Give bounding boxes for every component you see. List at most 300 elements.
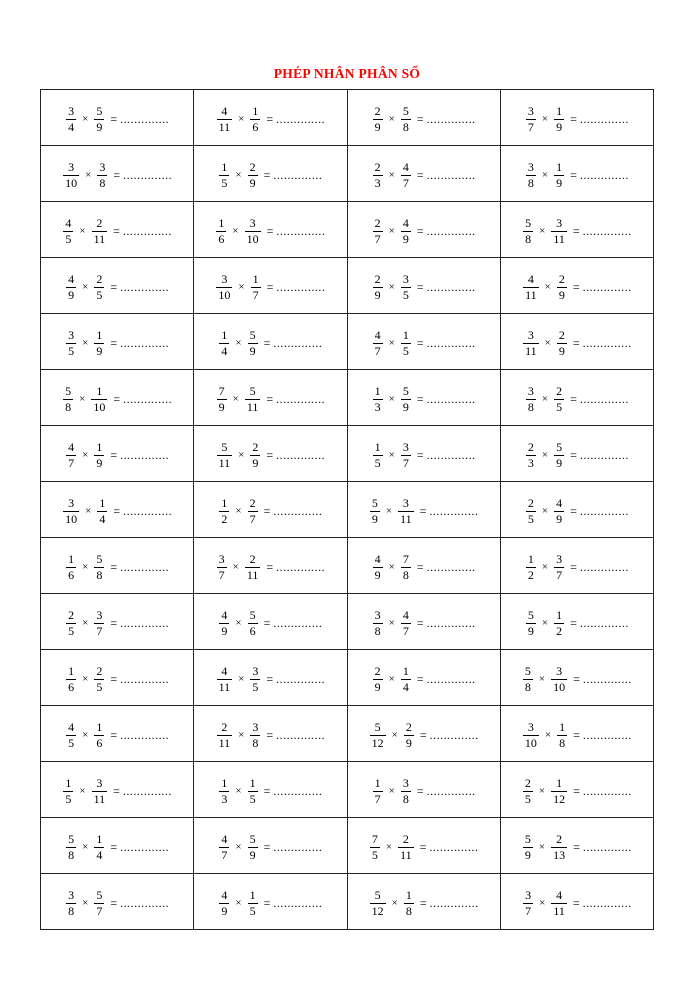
numerator: 3 — [68, 159, 75, 174]
fraction-second — [551, 217, 567, 245]
answer-blank[interactable]: .............. — [582, 840, 632, 854]
answer-blank[interactable]: .............. — [426, 280, 476, 294]
denominator: 5 — [68, 623, 75, 638]
exercise-cell — [500, 594, 653, 650]
exercise-cell — [41, 538, 194, 594]
equals-sign: = — [113, 504, 121, 518]
multiplication-expression — [369, 889, 479, 917]
equals-sign: = — [266, 672, 274, 686]
answer-blank[interactable]: .............. — [426, 392, 476, 406]
numerator: 5 — [371, 495, 378, 510]
numerator: 3 — [249, 215, 256, 230]
fraction-second — [248, 889, 258, 917]
equals-sign: = — [113, 784, 120, 798]
fraction-second — [401, 217, 411, 245]
page-title: PHÉP NHÂN PHÂN SỐ — [273, 66, 421, 81]
denominator: 7 — [252, 287, 259, 302]
answer-blank[interactable]: .............. — [273, 896, 323, 910]
numerator: 4 — [374, 327, 381, 342]
equals-sign: = — [263, 616, 271, 630]
numerator: 5 — [249, 607, 256, 622]
fraction-second — [94, 273, 104, 301]
fraction-first — [63, 777, 73, 805]
multiplication-expression — [65, 609, 169, 637]
numerator: 3 — [96, 607, 103, 622]
fraction-first — [526, 441, 536, 469]
multiply-operator: × — [388, 224, 395, 237]
answer-blank[interactable]: .............. — [120, 672, 170, 686]
denominator: 7 — [402, 175, 409, 190]
fraction-second — [251, 273, 261, 301]
equals-sign: = — [572, 896, 580, 910]
numerator: 2 — [249, 551, 256, 566]
fraction-second — [554, 553, 564, 581]
fraction-second — [557, 273, 567, 301]
denominator: 8 — [527, 175, 534, 190]
answer-blank[interactable]: .............. — [429, 840, 479, 854]
multiply-operator: × — [82, 616, 89, 629]
fraction-second — [401, 609, 411, 637]
answer-blank[interactable]: .............. — [429, 504, 479, 518]
fraction-first — [523, 833, 533, 861]
equals-sign: = — [110, 616, 118, 630]
denominator: 5 — [221, 175, 228, 190]
equals-sign: = — [110, 560, 118, 574]
multiply-operator: × — [541, 392, 549, 405]
answer-blank[interactable]: .............. — [426, 224, 476, 238]
exercise-cell — [41, 874, 194, 930]
fraction-first — [217, 385, 227, 413]
multiplication-expression — [62, 161, 172, 189]
denominator: 2 — [527, 567, 534, 582]
multiply-operator: × — [544, 280, 551, 293]
exercise-cell — [41, 706, 194, 762]
answer-blank[interactable]: .............. — [276, 280, 326, 294]
equals-sign: = — [419, 840, 427, 854]
equals-sign: = — [263, 336, 271, 350]
numerator: 7 — [218, 383, 225, 398]
answer-blank[interactable]: .............. — [276, 560, 326, 574]
multiply-operator: × — [544, 336, 551, 349]
answer-blank[interactable]: .............. — [429, 728, 479, 742]
denominator: 7 — [96, 623, 103, 638]
denominator: 10 — [65, 175, 78, 190]
numerator: 3 — [525, 887, 532, 902]
fraction-first — [216, 217, 226, 245]
multiply-operator: × — [79, 392, 86, 405]
multiplication-expression — [215, 217, 325, 245]
numerator: 2 — [374, 103, 381, 118]
multiplication-expression — [216, 441, 326, 469]
denominator: 10 — [246, 231, 259, 246]
numerator: 1 — [96, 327, 103, 342]
multiplication-expression — [215, 273, 325, 301]
denominator: 8 — [527, 399, 534, 414]
multiplication-expression — [218, 833, 322, 861]
multiplication-expression — [372, 105, 476, 133]
denominator: 7 — [374, 791, 381, 806]
answer-blank[interactable]: .............. — [426, 336, 476, 350]
denominator: 13 — [553, 847, 566, 862]
numerator: 4 — [402, 607, 409, 622]
multiplication-expression — [369, 833, 479, 861]
fraction-second — [404, 889, 414, 917]
numerator: 5 — [524, 663, 531, 678]
answer-blank[interactable]: .............. — [120, 616, 170, 630]
exercise-cell — [41, 762, 194, 818]
denominator: 9 — [374, 119, 381, 134]
multiply-operator: × — [391, 896, 398, 909]
multiplication-expression — [372, 777, 476, 805]
numerator: 4 — [556, 887, 563, 902]
fraction-second — [97, 161, 107, 189]
fraction-second — [248, 609, 258, 637]
multiply-operator: × — [388, 616, 395, 629]
denominator: 5 — [524, 791, 531, 806]
multiplication-expression — [62, 217, 172, 245]
answer-blank[interactable]: .............. — [123, 392, 173, 406]
answer-blank[interactable]: .............. — [579, 504, 629, 518]
multiplication-expression — [218, 497, 322, 525]
fraction-second — [94, 329, 104, 357]
numerator: 3 — [556, 551, 563, 566]
numerator: 2 — [524, 775, 531, 790]
multiplication-expression — [522, 721, 632, 749]
denominator: 7 — [402, 455, 409, 470]
denominator: 10 — [218, 287, 231, 302]
fraction-first — [219, 833, 229, 861]
fraction-second — [401, 553, 411, 581]
numerator: 1 — [527, 551, 534, 566]
answer-blank[interactable]: .............. — [276, 392, 326, 406]
equals-sign: = — [570, 616, 577, 630]
equals-sign: = — [573, 728, 580, 742]
answer-blank[interactable]: .............. — [120, 840, 170, 854]
equals-sign: = — [263, 784, 271, 798]
fraction-second — [551, 777, 567, 805]
multiplication-expression — [525, 497, 629, 525]
table-row — [41, 594, 654, 650]
fraction-second — [401, 777, 411, 805]
numerator: 1 — [221, 775, 228, 790]
numerator: 3 — [556, 215, 563, 230]
table-row — [41, 370, 654, 426]
multiply-operator: × — [82, 336, 89, 349]
denominator: 11 — [525, 343, 537, 358]
answer-blank[interactable]: .............. — [120, 896, 170, 910]
denominator: 6 — [252, 119, 259, 134]
equals-sign: = — [266, 280, 274, 294]
denominator: 9 — [405, 735, 412, 750]
answer-blank[interactable]: .............. — [273, 504, 323, 518]
exercise-cell — [347, 818, 500, 874]
equals-sign: = — [572, 280, 580, 294]
fraction-first — [217, 721, 233, 749]
multiplication-expression — [522, 665, 632, 693]
denominator: 8 — [68, 847, 75, 862]
answer-blank[interactable]: .............. — [122, 784, 172, 798]
exercise-cell — [500, 426, 653, 482]
fraction-second — [554, 497, 564, 525]
multiply-operator: × — [235, 504, 242, 517]
multiply-operator: × — [82, 728, 89, 741]
answer-blank[interactable]: .............. — [276, 112, 326, 126]
answer-blank[interactable]: .............. — [273, 336, 323, 350]
numerator: 1 — [252, 271, 259, 286]
multiply-operator: × — [388, 448, 395, 461]
table-row — [41, 650, 654, 706]
multiply-operator: × — [235, 336, 242, 349]
multiplication-expression — [369, 497, 479, 525]
multiplication-expression — [62, 497, 172, 525]
answer-blank[interactable]: .............. — [120, 728, 170, 742]
multiply-operator: × — [82, 560, 89, 573]
answer-blank[interactable]: .............. — [426, 672, 476, 686]
multiply-operator: × — [385, 504, 393, 517]
numerator: 1 — [374, 439, 381, 454]
numerator: 2 — [402, 831, 409, 846]
fraction-first — [373, 105, 383, 133]
equals-sign: = — [113, 168, 121, 182]
exercise-cell — [194, 538, 347, 594]
numerator: 2 — [374, 215, 381, 230]
numerator: 1 — [374, 383, 381, 398]
multiplication-expression — [216, 105, 326, 133]
equals-sign: = — [266, 224, 274, 238]
multiplication-expression — [525, 105, 629, 133]
multiply-operator: × — [82, 112, 89, 125]
multiplication-expression — [65, 889, 169, 917]
multiply-operator: × — [235, 616, 242, 629]
equals-sign: = — [419, 504, 427, 518]
denominator: 3 — [374, 175, 381, 190]
equals-sign: = — [573, 672, 580, 686]
denominator: 10 — [553, 679, 566, 694]
equals-sign: = — [263, 840, 271, 854]
answer-blank[interactable]: .............. — [273, 168, 323, 182]
multiplication-expression — [372, 329, 476, 357]
denominator: 11 — [218, 119, 231, 134]
exercise-cell — [41, 90, 194, 146]
equals-sign: = — [572, 224, 580, 238]
equals-sign: = — [266, 392, 274, 406]
equals-sign: = — [263, 504, 271, 518]
numerator: 4 — [221, 831, 228, 846]
numerator: 1 — [556, 607, 563, 622]
numerator: 5 — [68, 831, 75, 846]
fraction-second — [401, 665, 411, 693]
answer-blank[interactable]: .............. — [273, 784, 323, 798]
denominator: 5 — [374, 455, 381, 470]
numerator: 5 — [96, 887, 103, 902]
multiplication-expression — [525, 441, 629, 469]
multiply-operator: × — [385, 840, 393, 853]
numerator: 1 — [249, 887, 256, 902]
answer-blank[interactable]: .............. — [120, 560, 170, 574]
answer-blank[interactable]: .............. — [582, 784, 632, 798]
answer-blank[interactable]: .............. — [276, 672, 326, 686]
answer-blank[interactable]: .............. — [582, 896, 632, 910]
denominator: 12 — [371, 735, 384, 750]
fraction-first — [373, 777, 383, 805]
multiply-operator: × — [232, 392, 239, 405]
fraction-first — [370, 889, 386, 917]
denominator: 8 — [252, 735, 259, 750]
denominator: 9 — [556, 175, 563, 190]
answer-blank[interactable]: .............. — [123, 504, 173, 518]
answer-blank[interactable]: .............. — [579, 616, 629, 630]
multiplication-expression — [522, 329, 632, 357]
exercise-cell — [500, 874, 653, 930]
exercise-cell — [194, 202, 347, 258]
denominator: 9 — [556, 455, 563, 470]
numerator: 1 — [96, 383, 103, 398]
equals-sign: = — [419, 728, 427, 742]
multiply-operator: × — [541, 112, 549, 125]
answer-blank[interactable]: .............. — [582, 336, 632, 350]
exercise-cell — [194, 370, 347, 426]
exercise-cell — [347, 706, 500, 762]
multiplication-expression — [522, 777, 632, 805]
equals-sign: = — [570, 168, 577, 182]
multiply-operator: × — [82, 896, 89, 909]
answer-blank[interactable]: .............. — [426, 616, 476, 630]
denominator: 8 — [99, 175, 106, 190]
fraction-second — [250, 441, 260, 469]
numerator: 4 — [402, 215, 409, 230]
numerator: 1 — [556, 103, 563, 118]
numerator: 4 — [402, 159, 409, 174]
fraction-first — [373, 161, 383, 189]
exercise-cell — [347, 482, 500, 538]
denominator: 11 — [553, 231, 565, 246]
fraction-first — [217, 441, 233, 469]
fraction-first — [523, 665, 533, 693]
multiplication-expression — [218, 777, 322, 805]
answer-blank[interactable]: .............. — [582, 728, 632, 742]
numerator: 5 — [374, 719, 381, 734]
answer-blank[interactable]: .............. — [273, 616, 323, 630]
equals-sign: = — [110, 112, 118, 126]
numerator: 2 — [556, 383, 563, 398]
equals-sign: = — [570, 112, 577, 126]
numerator: 2 — [527, 439, 534, 454]
fraction-second — [401, 385, 411, 413]
fraction-first — [66, 721, 76, 749]
numerator: 3 — [221, 271, 228, 286]
denominator: 6 — [249, 623, 256, 638]
exercise-cell — [500, 314, 653, 370]
fraction-first — [219, 889, 229, 917]
numerator: 4 — [221, 103, 228, 118]
answer-blank[interactable]: .............. — [579, 168, 629, 182]
exercise-cell — [41, 202, 194, 258]
multiplication-expression — [218, 609, 322, 637]
answer-blank[interactable]: .............. — [120, 112, 170, 126]
fraction-first — [219, 777, 229, 805]
answer-blank[interactable]: .............. — [579, 392, 629, 406]
multiply-operator: × — [388, 392, 395, 405]
table-row — [41, 482, 654, 538]
multiply-operator: × — [235, 784, 242, 797]
fraction-first — [373, 385, 383, 413]
answer-blank[interactable]: .............. — [123, 168, 173, 182]
numerator: 2 — [249, 495, 256, 510]
numerator: 1 — [402, 663, 409, 678]
answer-blank[interactable]: .............. — [276, 728, 326, 742]
exercise-cell — [500, 650, 653, 706]
denominator: 9 — [371, 511, 378, 526]
multiply-operator: × — [232, 224, 239, 237]
answer-blank[interactable]: .............. — [276, 224, 326, 238]
numerator: 5 — [524, 831, 531, 846]
multiply-operator: × — [79, 784, 86, 797]
fraction-second — [554, 161, 564, 189]
answer-blank[interactable]: .............. — [582, 280, 632, 294]
denominator: 11 — [93, 231, 106, 246]
denominator: 5 — [556, 399, 563, 414]
equals-sign: = — [416, 616, 424, 630]
answer-blank[interactable]: .............. — [582, 672, 632, 686]
denominator: 7 — [402, 623, 409, 638]
equals-sign: = — [416, 672, 424, 686]
answer-blank[interactable]: .............. — [426, 448, 476, 462]
fraction-first — [526, 497, 536, 525]
numerator: 7 — [402, 551, 409, 566]
answer-blank[interactable]: .............. — [579, 112, 629, 126]
denominator: 7 — [527, 119, 534, 134]
answer-blank[interactable]: .............. — [120, 280, 170, 294]
exercise-cell — [347, 762, 500, 818]
fraction-first — [217, 665, 233, 693]
answer-blank[interactable]: .............. — [429, 896, 479, 910]
denominator: 9 — [221, 903, 228, 918]
denominator: 9 — [558, 287, 565, 302]
equals-sign: = — [266, 560, 274, 574]
answer-blank[interactable]: .............. — [582, 224, 632, 238]
multiplication-expression — [216, 721, 326, 749]
denominator: 9 — [524, 847, 531, 862]
numerator: 2 — [221, 719, 228, 734]
answer-blank[interactable]: .............. — [273, 840, 323, 854]
answer-blank[interactable]: .............. — [426, 784, 476, 798]
answer-blank[interactable]: .............. — [120, 448, 170, 462]
answer-blank[interactable]: .............. — [579, 560, 629, 574]
answer-blank[interactable]: .............. — [276, 448, 326, 462]
exercise-cell — [194, 146, 347, 202]
multiplication-expression — [216, 385, 326, 413]
fraction-second — [557, 329, 567, 357]
answer-blank[interactable]: .............. — [426, 112, 476, 126]
answer-blank[interactable]: .............. — [426, 168, 476, 182]
fraction-second — [94, 441, 104, 469]
multiplication-expression — [372, 161, 476, 189]
numerator: 4 — [221, 887, 228, 902]
answer-blank[interactable]: .............. — [120, 336, 170, 350]
denominator: 5 — [402, 287, 409, 302]
answer-blank[interactable]: .............. — [579, 448, 629, 462]
answer-blank[interactable]: .............. — [426, 560, 476, 574]
multiplication-expression — [65, 329, 169, 357]
equals-sign: = — [110, 896, 118, 910]
equals-sign: = — [110, 672, 118, 686]
fraction-first — [63, 497, 79, 525]
multiplication-expression — [216, 553, 326, 581]
fraction-first — [370, 833, 380, 861]
equals-sign: = — [416, 112, 424, 126]
answer-blank[interactable]: .............. — [122, 224, 172, 238]
denominator: 7 — [249, 511, 256, 526]
